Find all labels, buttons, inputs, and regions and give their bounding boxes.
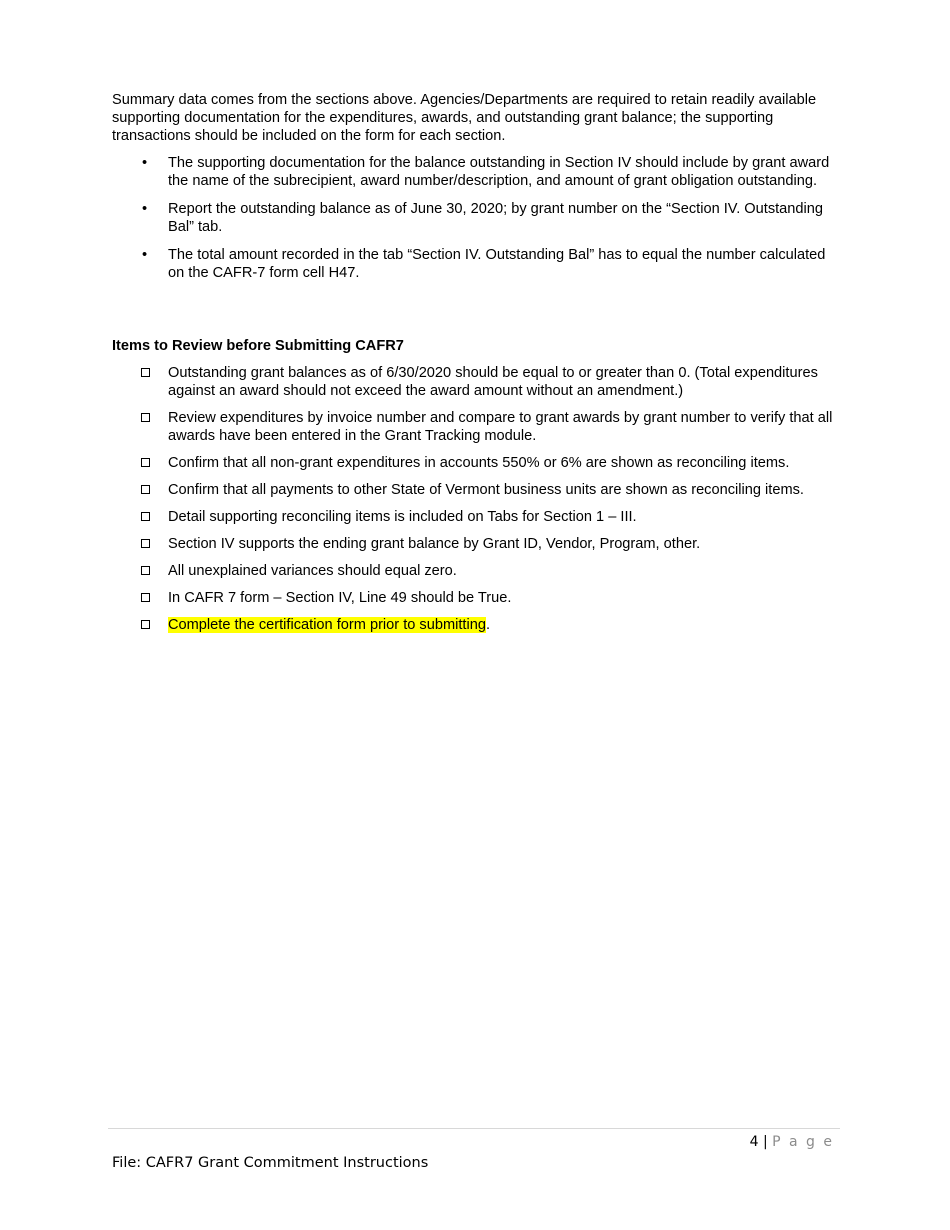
- highlighted-text: Complete the certification form prior to submitting: [168, 617, 486, 633]
- page-separator: |: [762, 1134, 768, 1150]
- list-item: [112, 154, 842, 190]
- review-heading: Items to Review before Submitting CAFR7: [112, 338, 404, 354]
- checklist-item-text: Section IV supports the ending grant balance by Grant ID, Vendor, Program, other.: [168, 536, 701, 552]
- checklist-item-text: All unexplained variances should equal zero.: [168, 563, 457, 579]
- file-label: File: CAFR7 Grant Commitment Instructions: [112, 1155, 429, 1171]
- checkbox-icon: [141, 485, 150, 494]
- checkbox-icon: [141, 413, 150, 422]
- list-item-text: The total amount recorded in the tab “Section IV. Outstanding Bal” has to equal the number calculated on the CAFR-7 form cell H47.: [168, 247, 826, 281]
- checkbox-icon: [141, 620, 150, 629]
- checklist-item-certification: [112, 616, 842, 634]
- checklist-item-text: In CAFR 7 form – Section IV, Line 49 should be True.: [168, 590, 512, 606]
- checklist-item: [112, 481, 842, 499]
- checkbox-icon: [141, 458, 150, 467]
- checkbox-icon: [141, 566, 150, 575]
- checklist-item: [112, 589, 842, 607]
- bullet-icon: •: [142, 247, 148, 263]
- footer-divider: [108, 1128, 840, 1129]
- intro-paragraph: Summary data comes from the sections above. Agencies/Departments are required to retain readily available supporting documentation for the expenditures, awards, and outstanding grant balance; the supporting transactions should be included on the form for each section.: [112, 92, 817, 144]
- bullet-icon: •: [142, 201, 148, 217]
- page-number-value: 4: [749, 1134, 759, 1150]
- checklist-item-text: Confirm that all non-grant expenditures in accounts 550% or 6% are shown as reconciling items.: [168, 455, 790, 471]
- page-word: P a g e: [772, 1134, 834, 1150]
- checklist-item: [112, 364, 842, 400]
- page-number: [750, 1133, 834, 1151]
- list-item-text: The supporting documentation for the balance outstanding in Section IV should include by grant award the name of the subrecipient, award number/description, and amount of grant obligation outstanding.: [168, 155, 830, 189]
- list-item-text: Report the outstanding balance as of June 30, 2020; by grant number on the “Section IV. Outstanding Bal” tab.: [168, 201, 824, 235]
- checklist-item: [112, 562, 842, 580]
- checklist-item-text: Detail supporting reconciling items is included on Tabs for Section 1 – III.: [168, 509, 637, 525]
- checkbox-icon: [141, 593, 150, 602]
- list-item: [112, 246, 842, 282]
- checklist-item: [112, 508, 842, 526]
- checkbox-icon: [141, 512, 150, 521]
- checkbox-icon: [141, 539, 150, 548]
- checklist-item: [112, 535, 842, 553]
- requirements-list: [112, 154, 842, 292]
- checklist-item-text: Review expenditures by invoice number and compare to grant awards by grant number to verify that all awards have been entered in the Grant Tracking module.: [168, 410, 833, 444]
- trailing-punctuation: .: [485, 617, 491, 633]
- checklist-item-text: Confirm that all payments to other State of Vermont business units are shown as reconciling items.: [168, 482, 804, 498]
- review-checklist: [112, 364, 842, 643]
- checkbox-icon: [141, 368, 150, 377]
- checklist-item: [112, 454, 842, 472]
- bullet-icon: •: [142, 155, 148, 171]
- list-item: [112, 200, 842, 236]
- checklist-item-text: Outstanding grant balances as of 6/30/2020 should be equal to or greater than 0. (Total expenditures against an award should not exceed the award amount without an amendment.): [168, 365, 818, 399]
- checklist-item: [112, 409, 842, 445]
